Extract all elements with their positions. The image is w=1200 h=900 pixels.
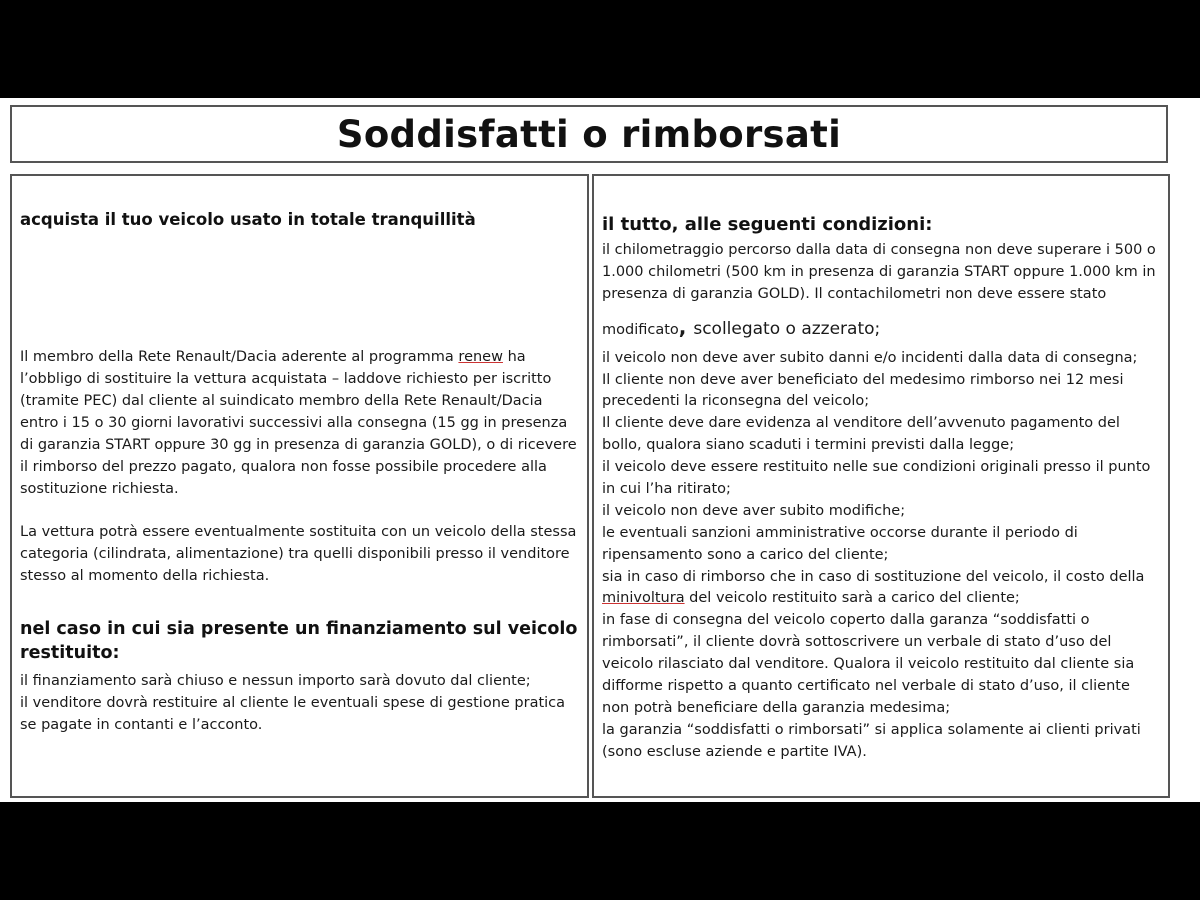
condition-line: Il cliente non deve aver beneficiato del medesimo rimborso nei 12 mesi (602, 371, 1124, 388)
condition-line: il veicolo non deve aver subito danni e/o incidenti dalla data di consegna; (602, 349, 1138, 366)
left-p2-line-2: categoria (cilindrata, alimentazione) tra quelli disponibili presso il venditore (20, 546, 570, 562)
left-p1-line-6: il rimborso del prezzo pagato, qualora non fosse possibile procedere alla (20, 459, 547, 475)
right-heading: il tutto, alle seguenti condizioni: (602, 214, 933, 235)
left-p3-line-2: il venditore dovrà restituire al cliente le eventuali spese di gestione pratica (20, 695, 566, 711)
slide (0, 98, 1200, 802)
condition-line: bollo, qualora siano scaduti i termini previsti dalla legge; (602, 437, 1015, 454)
left-p1-line-7: sostituzione richiesta. (20, 481, 179, 497)
left-p1-line-2: l’obbligo di sostituire la vettura acquistata – laddove richiesto per iscritto (20, 371, 552, 387)
left-p1-line-3: (tramite PEC) dal cliente al suindicato membro della Rete Renault/Dacia (20, 393, 543, 409)
left-heading: acquista il tuo veicolo usato in totale tranquillità (20, 210, 476, 229)
condition-line: le eventuali sanzioni amministrative occorse durante il periodo di (602, 524, 1078, 541)
condition-line: 1.000 chilometri (500 km in presenza di garanzia START oppure 1.000 km in (602, 263, 1156, 280)
condition-line: non potrà beneficiare della garanzia medesima; (602, 699, 951, 716)
condition-line: rimborsati”, il cliente dovrà sottoscrivere un verbale di stato d’uso del (602, 634, 1112, 651)
condition-line: la garanzia “soddisfatti o rimborsati” si applica solamente ai clienti privati (602, 721, 1141, 738)
condition-line-modificato: modificato, scollegato o azzerato; (602, 314, 881, 339)
condition-line: il chilometraggio percorso dalla data di consegna non deve superare i 500 o (602, 242, 1156, 258)
right-column (592, 174, 1170, 798)
condition-line: Il cliente deve dare evidenza al venditore dell’avvenuto pagamento del (602, 415, 1120, 432)
condition-line: difforme rispetto a quanto certificato nel verbale di stato d’uso, il cliente (602, 678, 1130, 695)
condition-line: presenza di garanzia GOLD). Il contachilometri non deve essere stato (602, 285, 1107, 302)
conditions-list (602, 240, 1156, 764)
condition-line: in fase di consegna del veicolo coperto dalla garanza “soddisfatti o (602, 612, 1090, 629)
condition-line: (sono escluse aziende e partite IVA). (602, 743, 867, 760)
left-column (10, 174, 589, 798)
left-heading-2-line-2: restituito: (20, 643, 120, 663)
condition-line: sia in caso di rimborso che in caso di sostituzione del veicolo, il costo della (602, 568, 1145, 585)
condition-line-minivoltura: minivoltura del veicolo restituito sarà a carico del cliente; (602, 590, 1020, 607)
left-p1-line-5: di garanzia START oppure 30 gg in presenza di garanzia GOLD), o di ricevere (20, 437, 577, 453)
condition-line: il veicolo deve essere restituito nelle sue condizioni originali presso il punto (602, 459, 1151, 476)
condition-line: precedenti la riconsegna del veicolo; (602, 393, 870, 410)
condition-line: veicolo rilasciato dal venditore. Qualora il veicolo restituito dal cliente sia (602, 656, 1135, 673)
left-p2-line-3: stesso al momento della richiesta. (20, 568, 270, 584)
condition-line: il veicolo non deve aver subito modifiche; (602, 502, 906, 519)
left-p2-line-1: La vettura potrà essere eventualmente sostituita con un veicolo della stessa (20, 524, 577, 540)
left-p1-line-4: entro i 15 o 30 giorni lavorativi successivi alla consegna (15 gg in presenza (20, 415, 568, 431)
condition-line: in cui l’ha ritirato; (602, 481, 731, 498)
left-p3-line-3: se pagate in contanti e l’acconto. (20, 717, 263, 733)
left-heading-2-line-1: nel caso in cui sia presente un finanziamento sul veicolo (20, 619, 578, 639)
title-box (10, 105, 1168, 163)
left-p1-line-1: Il membro della Rete Renault/Dacia aderente al programma renew ha (20, 349, 526, 365)
page-title: Soddisfatti o rimborsati (336, 112, 842, 156)
condition-line: ripensamento sono a carico del cliente; (602, 546, 889, 563)
left-p3-line-1: il finanziamento sarà chiuso e nessun importo sarà dovuto dal cliente; (20, 673, 531, 689)
